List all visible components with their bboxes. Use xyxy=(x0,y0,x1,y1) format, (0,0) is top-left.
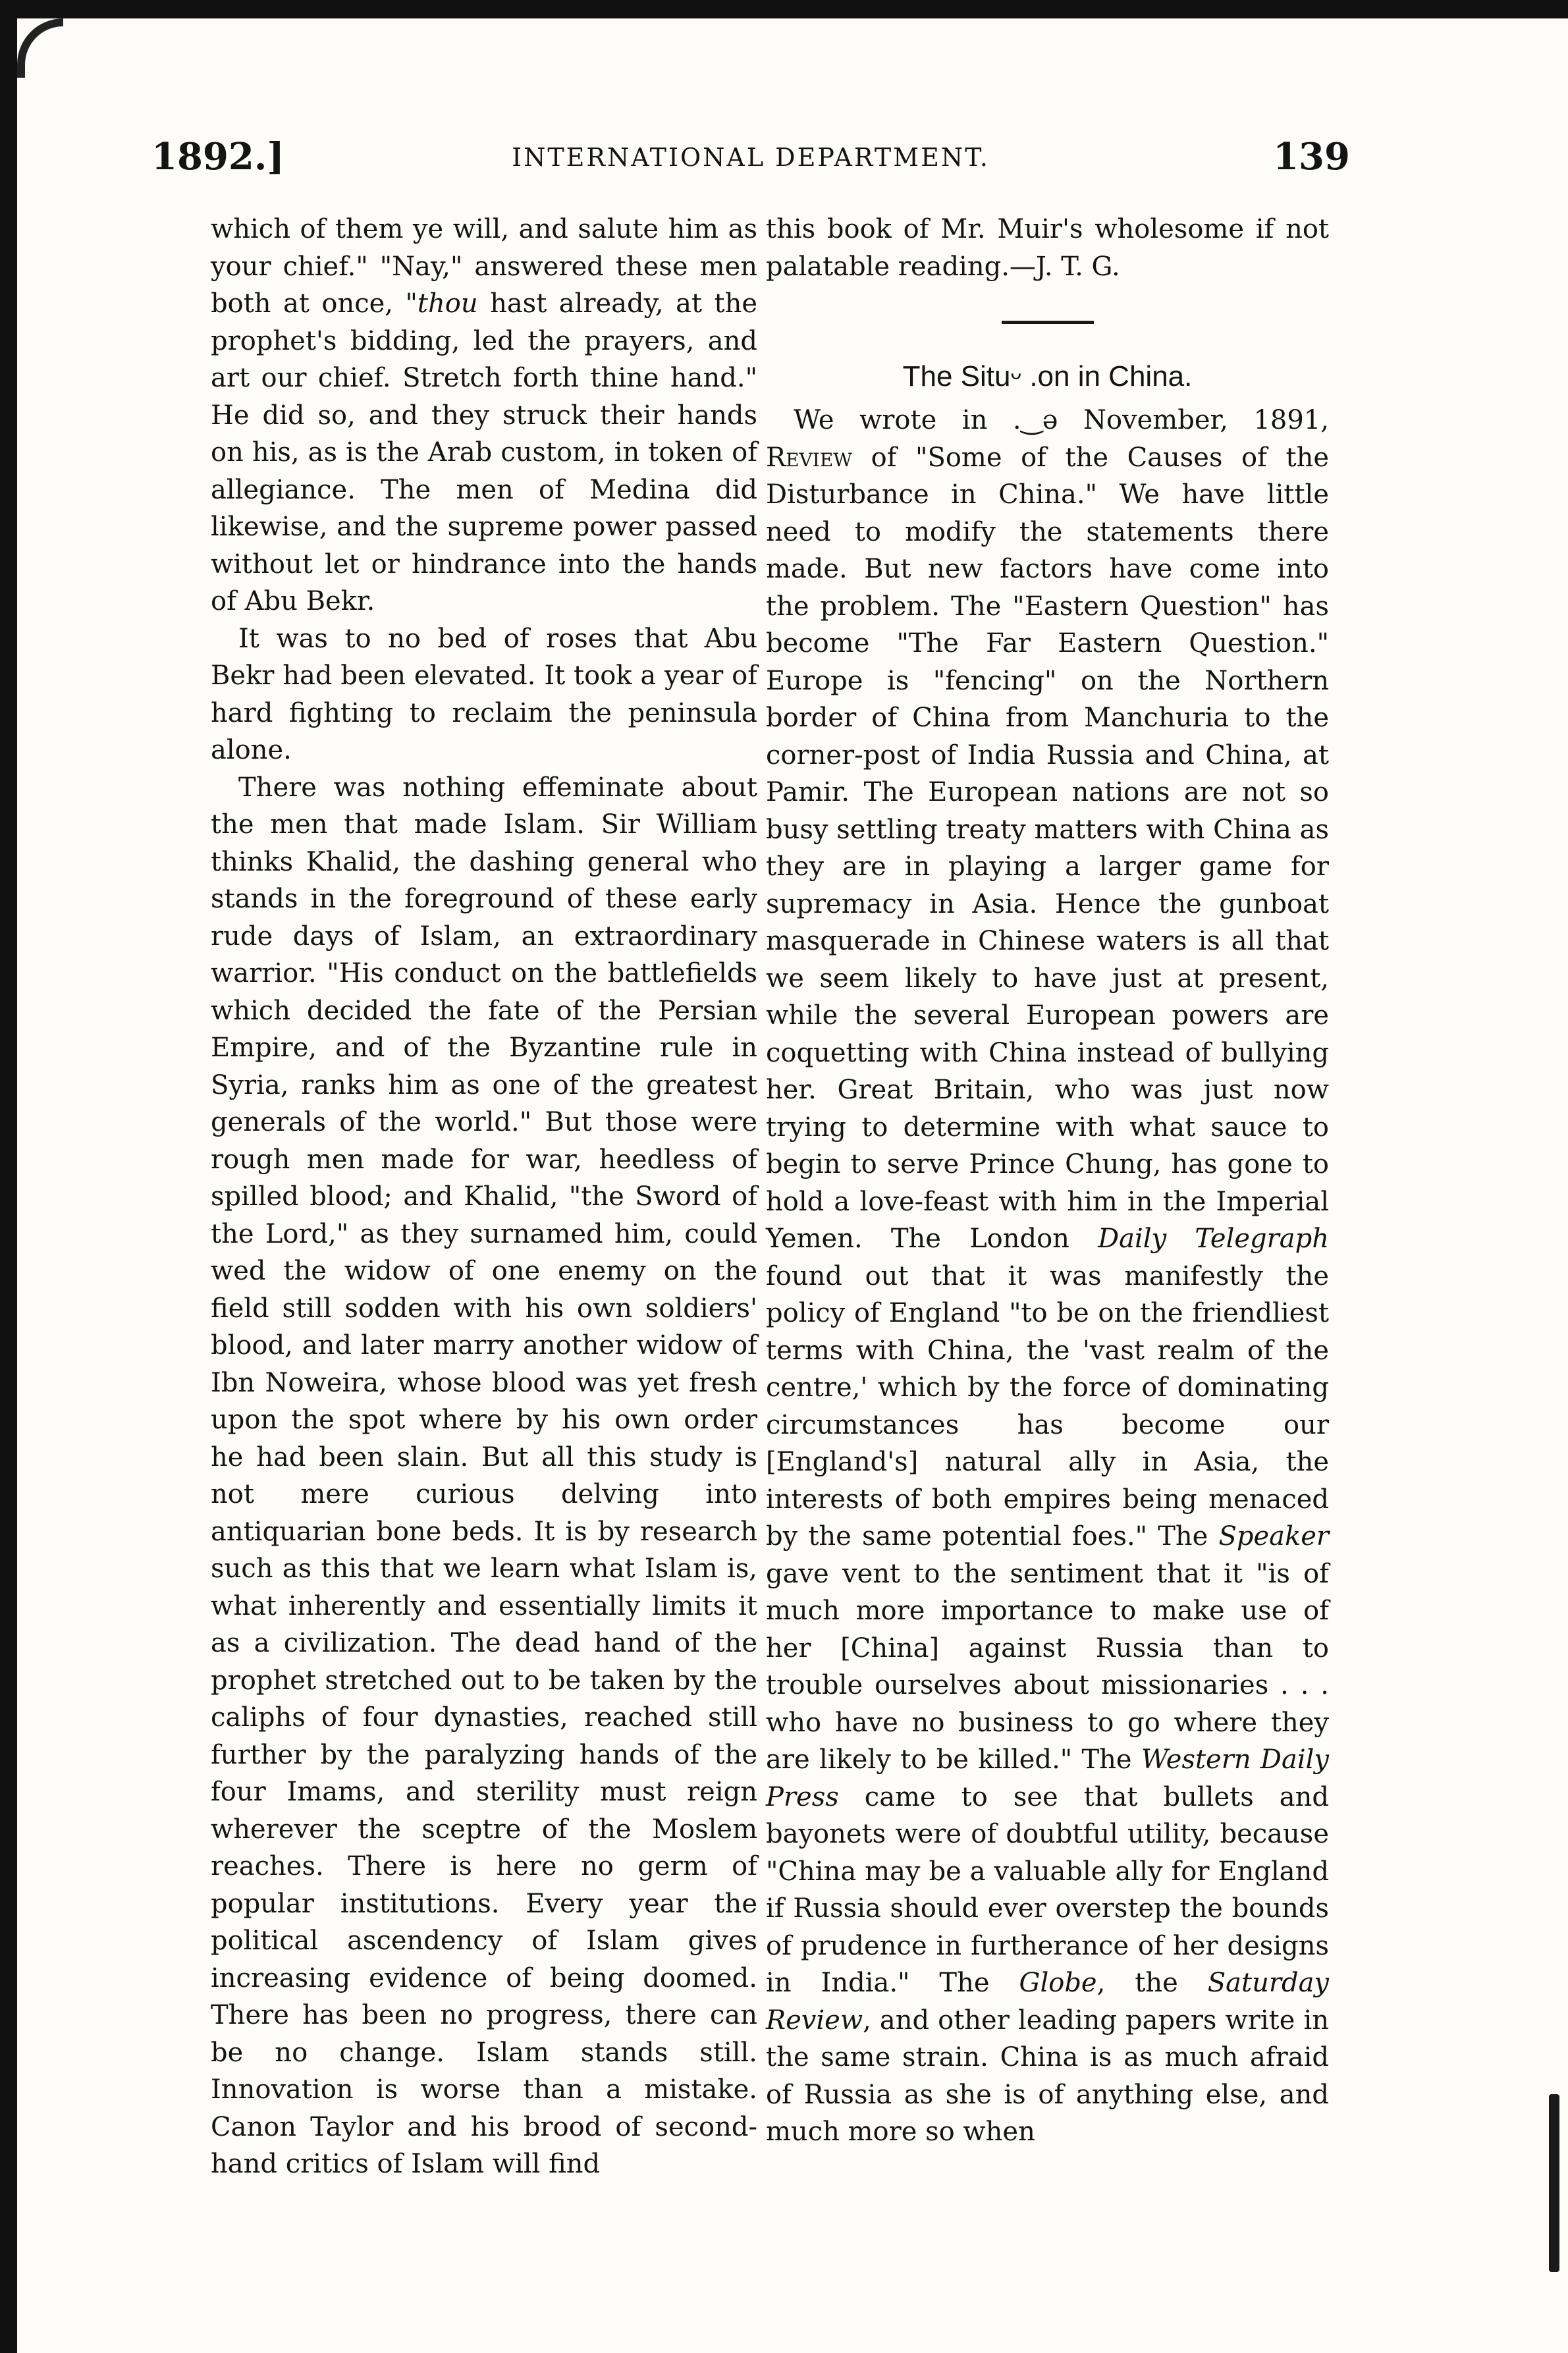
left-column xyxy=(211,211,757,2183)
page-corner-curl xyxy=(17,18,63,78)
section-divider xyxy=(1002,321,1094,324)
paragraph: this book of Mr. Muir's wholesome if not palatable reading.—J. T. G. xyxy=(766,214,1329,282)
scan-border-left xyxy=(0,0,17,2353)
scan-edge-mark xyxy=(1549,2094,1559,2272)
header-section-title: INTERNATIONAL DEPARTMENT. xyxy=(512,143,990,172)
paragraph: We wrote in .‿ə November, 1891, Review of "Some of the Causes of the Disturbance in China." We have little need to modify the statements there made. But new factors have come into the problem. The "Eastern Question" has become "The Far Eastern Question." Europe is "fencing" on the Northern border of China from Manchuria to the corner-post of India Russia and China, at Pamir. The European nations are not so busy settling treaty matters with China as they are in playing a larger game for supremacy in Asia. Hence the gunboat masquerade in Chinese waters is all that we seem likely to have just at present, while the several European powers are coquetting with China instead of bullying her. Great Britain, who was just now trying to determine with what sauce to begin to serve Prince Chung, has gone to hold a love-feast with him in the Imperial Yemen. The London Daily Telegraph found out that it was manifestly the policy of England "to be on the friendliest terms with China, the 'vast realm of the centre,' which by the force of dominating circumstances has become our [England's] natural ally in Asia, the interests of both empires being menaced by the same potential foes." The Speaker gave vent to the sentiment that it "is of much more importance to make use of her [China] against Russia than to trouble ourselves about missionaries . . . who have no business to go where they are likely to be killed." The Western Daily Press came to see that bullets and bayonets were of doubtful utility, because "China may be a valuable ally for England if Russia should ever overstep the bounds of prudence in furtherance of her designs in India." The Globe, the Saturday Review, and other leading papers write in the same strain. China is as much afraid of Russia as she is of anything else, and much more so when xyxy=(766,405,1330,2147)
right-column xyxy=(766,211,1329,2151)
header-year: 1892.] xyxy=(151,135,284,178)
paragraph: There was nothing effeminate about the men that made Islam. Sir William thinks Khalid, the dashing general who stands in the foreground of these early rude days of Islam, an extraordinary warrior. "His conduct on the battlefields which decided the fate of the Persian Empire, and of the Byzantine rule in Syria, ranks him as one of the greatest generals of the world." But those were rough men made for war, heedless of spilled blood; and Khalid, "the Sword of the Lord," as they surnamed him, could wed the widow of one enemy on the field still sodden with his own soldiers' blood, and later marry another widow of Ibn Noweira, whose blood was yet fresh upon the spot where by his own order he had been slain. But all this study is not mere curious delving into antiquarian bone beds. It is by research such as this that we learn what Islam is, what inherently and essentially limits it as a civilization. The dead hand of the prophet stretched out to be taken by the caliphs of four dynasties, reached still further by the paralyzing hands of the four Imams, and sterility must reign wherever the sceptre of the Moslem reaches. There is here no germ of popular institutions. Every year the political ascendency of Islam gives increasing evidence of being doomed. There has been no progress, there can be no change. Islam stands still. Innovation is worse than a mistake. Canon Taylor and his brood of second-hand critics of Islam will find xyxy=(211,772,757,2179)
running-header xyxy=(151,135,1350,188)
article-heading: The Situ⁠ᵕ .on in China. xyxy=(902,360,1193,392)
paragraph: It was to no bed of roses that Abu Bekr had been elevated. It took a year of hard fighting to reclaim the peninsula alone. xyxy=(211,623,757,765)
page-number: 139 xyxy=(1273,135,1350,178)
paragraph: which of them ye will, and salute him as your chief." "Nay," answered these men both at once, "thou hast already, at the prophet's bidding, led the prayers, and art our chief. Stretch forth thine hand." He did so, and they struck their hands on his, as is the Arab custom, in token of allegiance. The men of Medina did likewise, and the supreme power passed without let or hindrance into the hands of Abu Bekr. xyxy=(211,214,758,616)
scan-border-top xyxy=(0,0,1568,18)
